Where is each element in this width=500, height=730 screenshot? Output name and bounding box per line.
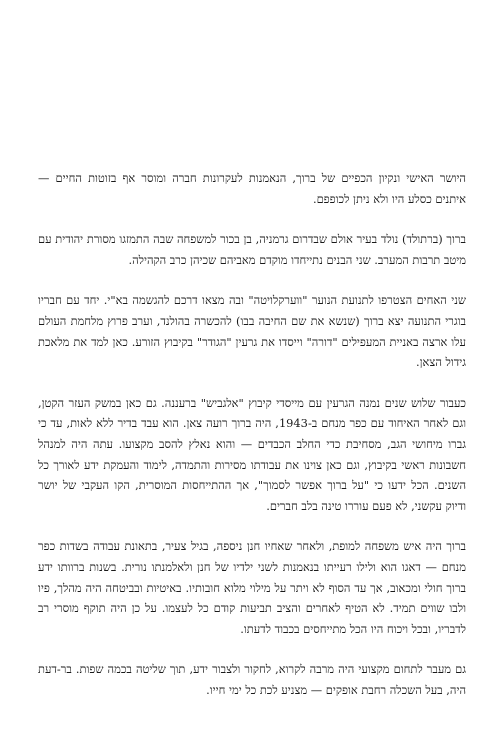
paragraph-kibbutz-work: כעבור שלוש שנים נמנה הגרעין עם מייסדי קיבוץ "אלגביש" ברעננה. גם כאן במשק העזר הקטן, וגם לאחר האיחוד עם כפר מנחם ב-1943, היה ברוך רועה צאן. הוא עבד בדיר ללא לאות, עד כי גברו מיחושי הגב, מסחיבת כדי החלב הכבדים — והוא נאלץ להסב מקצועו. עתה היה למנהל חשבונות ראשי בקיבוץ, וגם כאן צוינו את עבודתו מסירות והתמדה, לימוד והעמקת ידע לאורך כל השנים. הכל ידעו כי "על ברוך אפשר לסמוך", אך ההתייחסות המוסרית, הקו העקבי של יושר ודיוק עקשני, לא פעם עוררו טינה בלב חברים. xyxy=(38,395,467,513)
paragraph-knowledge: גם מעבר לתחום מקצועי היה מרבה לקרוא, לחקור ולצבור ידע, תוך שליטה בכמה שפות. בר-דעת היה, בעל השכלה רחבת אופקים — מצניע לכת כל ימי חייו. xyxy=(38,662,466,697)
paragraph-immigration: שני האחים הצטרפו לתנועת הנוער "ווערקלויטה" ובה מצאו דרכם להגשמה בא"י. יחד עם חבריו בוגרי התנועה יצא ברוך (שנשא את שם החיבה בבו) להכשרה בהולנד, וערב פרוץ מלחמת העולם עלו ארצה באניית המעפילים "דורה" וייסדו את גרעין "הגודר" בקיבוץ הזורע. כאן למד את מלאכת גידול הצאן. xyxy=(38,293,466,370)
paragraph-family: ברוך היה איש משפחה למופת, ולאחר שאחיו חנן ניספה, בגיל צעיר, בתאונת עבודה בשדות כפר מנחם — דאגו הוא ולילו רעייתו בנאמנות לשני ילדיו של חנן ולאלמנתו נורית. בשנות ברוותו ידע ברוך חולי ומכאוב, אך עד הסוף לא ויתר על מילוי מלוא חובותיו. באיטיות ובביטחה היה מהלך, פיו ולבו שווים תמיד. לא הטיף לאחרים והציב תביעות קודם כל לעצמו. על כן היה תוקף מוסרי רב לדבריו, ובכל ויכוח היו הכל מתייחסים בכבוד לדעתו. xyxy=(38,539,466,636)
paragraph-integrity: היושר האישי ונקיון הכפיים של ברוך, הנאמנות לעקרונות חברה ומוסר אף בזוטות החיים — איתנים כסלע היו ולא ניתן לכופפם. xyxy=(38,171,466,206)
obituary-text xyxy=(38,168,466,700)
paragraph-origin: ברוך (ברתולד) נולד בעיר אולם שבדרום גרמניה, בן בכור למשפחה שבה התמזגו מסורת יהודית עם מיטב תרבות המערב. שני הבנים נתייחדו מוקדם מאביהם שכיהן כרב הקהילה. xyxy=(38,232,466,267)
